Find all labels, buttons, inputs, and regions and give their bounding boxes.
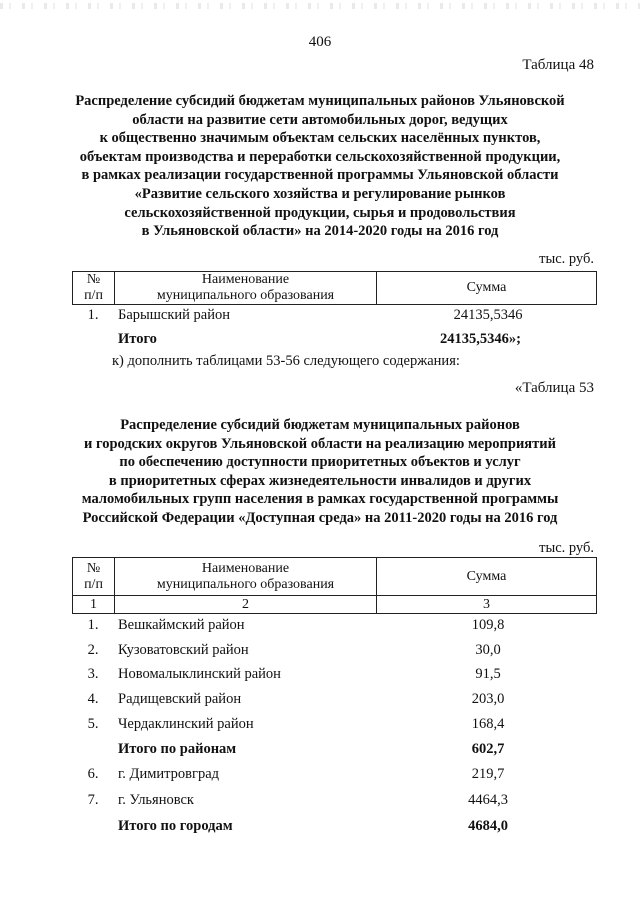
table48-total-label: Итого xyxy=(118,331,157,347)
title-line: Распределение субсидий бюджетам муниципальных районов Ульяновской xyxy=(75,93,565,109)
title-line: области на развитие сети автомобильных дорог, ведущих xyxy=(132,111,508,128)
title-line: объектам производства и переработки сельскохозяйственной продукции, xyxy=(79,148,561,165)
header-name-cell xyxy=(115,272,377,305)
table53-row-name: Чердаклинский район xyxy=(118,716,254,732)
header-num-line1: № xyxy=(86,272,101,287)
title-line: «Развитие сельского хозяйства и регулирование рынков xyxy=(134,185,506,202)
table53-row-name: Новомалыклинский район xyxy=(118,666,281,682)
table53-header xyxy=(72,557,597,614)
table53-subtotal-cities-label: Итого по городам xyxy=(118,818,233,834)
table48-title xyxy=(60,92,580,241)
table48-row-num: 1. xyxy=(87,307,99,323)
table48-total-sum: 24135,5346»; xyxy=(440,331,521,347)
table53-row-num: 7. xyxy=(87,792,99,808)
header-num-line2: п/п xyxy=(84,288,103,303)
table53-row-sum: 203,0 xyxy=(471,691,505,707)
header-num-cell xyxy=(73,558,115,596)
table53-row-sum: 109,8 xyxy=(471,617,505,633)
header-name-line1: Наименование xyxy=(201,272,290,287)
title-line: и городских округов Ульяновской области на реализацию мероприятий xyxy=(84,435,556,452)
title-line: маломобильных групп населения в рамках государственной программы xyxy=(81,491,559,508)
header-num-line1: № xyxy=(86,560,101,576)
page-number: 406 xyxy=(308,34,332,50)
header-sum-cell: Сумма xyxy=(377,558,597,596)
column-number-2: 2 xyxy=(115,596,377,614)
title-line: в приоритетных сферах жизнедеятельности инвалидов и других xyxy=(108,472,532,489)
table53-row-num: 2. xyxy=(87,642,99,658)
table53-row-name: Радищевский район xyxy=(118,691,242,707)
table53-row-sum: 219,7 xyxy=(471,766,505,782)
header-name-line1: Наименование xyxy=(201,560,290,576)
table53-row-name: Кузоватовский район xyxy=(118,642,249,658)
table53-label: «Таблица 53 xyxy=(514,380,594,396)
header-num-cell xyxy=(73,272,115,305)
title-line: сельскохозяйственной продукции, сырья и продовольствия xyxy=(124,204,516,221)
header-name-line2: муниципального образования xyxy=(156,288,335,303)
header-name-cell xyxy=(115,558,377,596)
table53-row-num: 3. xyxy=(87,666,99,682)
header-name-line2: муниципального образования xyxy=(156,576,335,592)
table53-row-num: 4. xyxy=(87,691,99,707)
table53-row-name: г. Димитровград xyxy=(118,766,220,782)
table53-row-sum: 91,5 xyxy=(475,666,501,682)
column-number-1: 1 xyxy=(73,596,115,614)
instruction-text: к) дополнить таблицами 53-56 следующего содержания: xyxy=(112,353,460,369)
table53-unit: тыс. руб. xyxy=(539,540,594,556)
table53-row-num: 6. xyxy=(87,766,99,782)
table53-title xyxy=(60,416,580,528)
table48-header xyxy=(72,271,597,305)
table48-row-name: Барышский район xyxy=(118,307,230,323)
title-line: к общественно значимым объектам сельских населённых пунктов, xyxy=(99,130,541,147)
table53-row-sum: 4464,3 xyxy=(468,792,508,808)
column-number-3: 3 xyxy=(377,596,597,614)
table48-label: Таблица 48 xyxy=(522,57,594,73)
title-line: по обеспечению доступности приоритетных объектов и услуг xyxy=(119,454,521,471)
table53-subtotal-districts-sum: 602,7 xyxy=(471,741,505,757)
table53-row-num: 5. xyxy=(87,716,99,732)
table53-row-name: Вешкаймский район xyxy=(118,617,245,633)
table53-row-num: 1. xyxy=(87,617,99,633)
table48-row-sum: 24135,5346 xyxy=(453,307,523,323)
table53-row-sum: 168,4 xyxy=(471,716,505,732)
header-sum-cell: Сумма xyxy=(377,272,597,305)
title-line: в рамках реализации государственной программы Ульяновской области xyxy=(81,167,559,184)
title-line: Распределение субсидий бюджетам муниципальных районов xyxy=(120,417,520,433)
scan-artifact-strip xyxy=(0,3,640,9)
table53-row-name: г. Ульяновск xyxy=(118,792,194,808)
title-line: Российской Федерации «Доступная среда» на 2011-2020 годы на 2016 год xyxy=(82,509,558,526)
table53-row-sum: 30,0 xyxy=(475,642,501,658)
header-num-line2: п/п xyxy=(84,576,103,592)
title-line: в Ульяновской области» на 2014-2020 годы на 2016 год xyxy=(141,223,499,240)
table48-unit: тыс. руб. xyxy=(539,251,594,267)
table53-subtotal-districts-label: Итого по районам xyxy=(118,741,237,757)
table53-subtotal-cities-sum: 4684,0 xyxy=(468,818,508,834)
